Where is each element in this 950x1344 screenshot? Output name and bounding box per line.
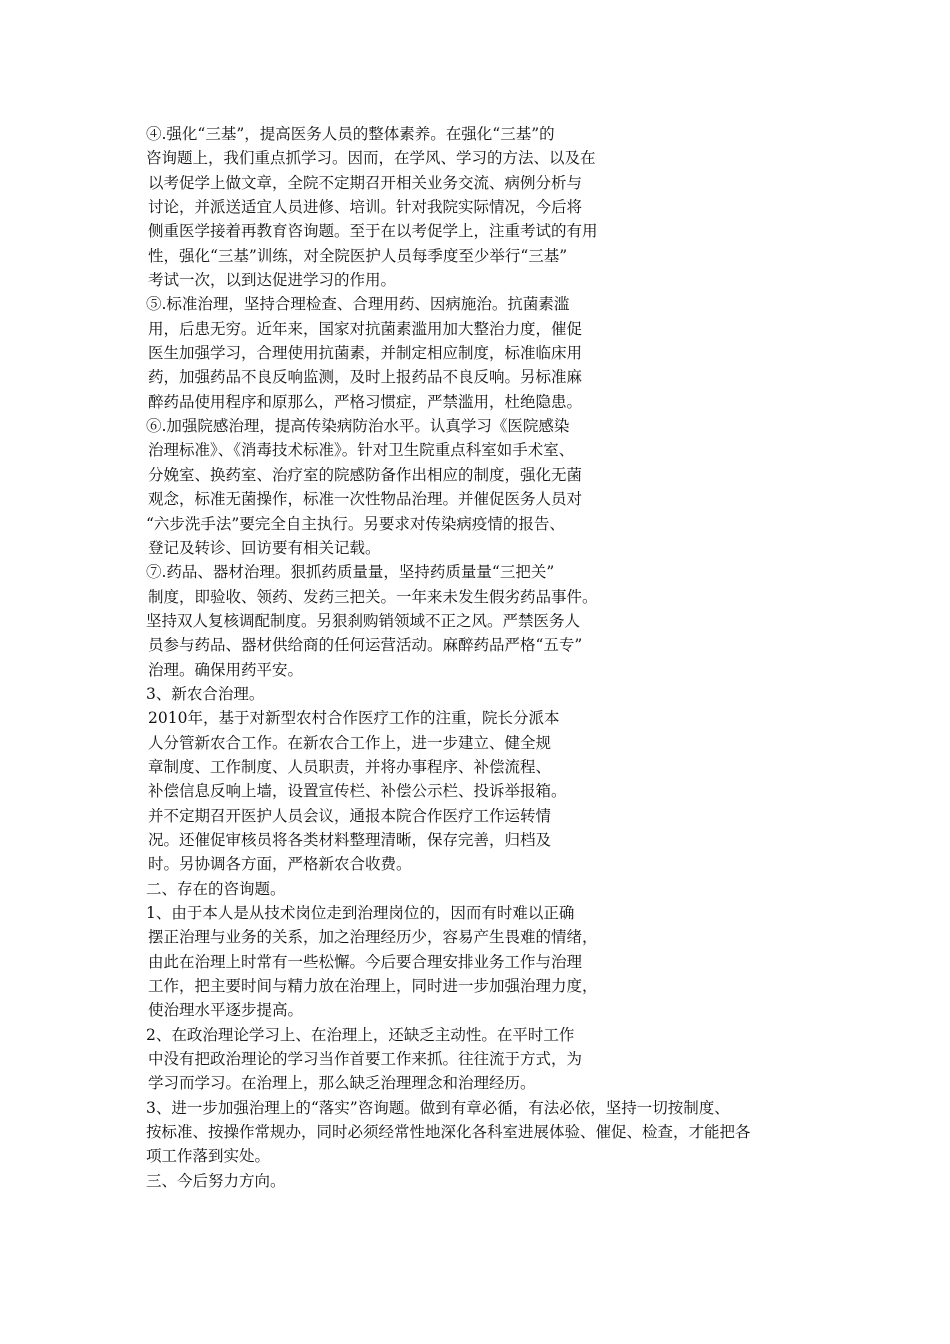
text-line: 醉药品使用程序和原那么，严格习惯症，严禁滥用，杜绝隐患。 [148,392,583,411]
text-line: 员参与药品、器材供给商的任何运营活动。麻醉药品严格“五专” [148,636,583,655]
text-line: 摆正治理与业务的关系，加之治理经历少，容易产生畏难的情绪， [148,928,598,947]
text-line: 工作，把主要时间与精力放在治理上，同时进一步加强治理力度， [148,977,598,996]
text-line: 制度，即验收、领药、发药三把关。一年来未发生假劣药品事件。 [148,587,598,606]
text-line: ⑦.药品、器材治理。狠抓药质量量，坚持药质量量“三把关” [146,563,555,582]
text-line: 1、由于本人是从技术岗位走到治理岗位的，因而有时难以正确 [146,904,575,922]
text-line: 由此在治理上时常有一些松懈。今后要合理安排业务工作与治理 [148,952,583,971]
document-body [146,122,826,1193]
text-line: 3、新农合治理。 [146,684,265,703]
text-line: 补偿信息反响上墙，设置宣传栏、补偿公示栏、投诉举报箱。 [148,782,567,801]
text-line: 坚持双人复核调配制度。另狠刹购销领域不正之风。严禁医务人 [146,611,581,630]
text-line: 考试一次，以到达促进学习的作用。 [148,271,397,290]
text-line: 2、在政治理论学习上、在治理上，还缺乏主动性。在平时工作 [146,1025,575,1044]
text-line: 二、存在的咨询题。 [146,879,286,898]
text-line: 药，加强药品不良反响监测，及时上报药品不良反响。另标准麻 [148,368,583,387]
text-line: 治理。确保用药平安。 [148,660,304,679]
text-line: ④.强化“三基”，提高医务人员的整体素养。在强化“三基”的 [146,125,555,143]
text-line: 性，强化“三基”训练，对全院医护人员每季度至少举行“三基” [148,246,568,265]
text-line: 项工作落到实处。 [146,1147,271,1166]
text-line: “六步洗手法”要完全自主执行。另要求对传染病疫情的报告、 [146,514,565,533]
text-line: 治理标准》、《消毒技术标准》。针对卫生院重点科室如手术室、 [148,441,575,460]
text-line: 咨询题上，我们重点抓学习。因而，在学风、学习的方法、以及在 [146,149,596,168]
text-line: 以考促学上做文章，全院不定期召开相关业务交流、病例分析与 [148,173,583,192]
text-line: 按标准、按操作常规办，同时必须经常性地深化各科室进展体验、催促、检查，才能把各 [146,1123,751,1142]
text-line: 况。还催促审核员将各类材料整理清晰，保存完善，归档及 [148,830,552,849]
text-line: 医生加强学习，合理使用抗菌素，并制定相应制度，标准临床用 [148,344,583,363]
text-line: 登记及转诊、回访要有相关记载。 [148,538,381,557]
text-line: 2010年，基于对新型农村合作医疗工作的注重，院长分派本 [148,709,560,728]
text-line: 时。另协调各方面，严格新农合收费。 [148,855,412,874]
text-line: 中没有把政治理论的学习当作首要工作来抓。往往流于方式，为 [148,1050,583,1069]
text-line: 观念，标准无菌操作，标准一次性物品治理。并催促医务人员对 [148,490,583,509]
text-line: 侧重医学接着再教育咨询题。至于在以考促学上，注重考试的有用 [148,222,598,241]
text-line: 并不定期召开医护人员会议，通报本院合作医疗工作运转情 [148,806,552,825]
text-line: ⑤.标准治理，坚持合理检查、合理用药、因病施治。抗菌素滥 [146,295,570,314]
text-line: 学习而学习。在治理上，那么缺乏治理理念和治理经历。 [148,1074,536,1093]
text-line: 分娩室、换药室、治疗室的院感防备作出相应的制度，强化无菌 [148,465,583,484]
text-line: 三、今后努力方向。 [146,1171,286,1190]
text-line: 讨论，并派送适宜人员进修、培训。针对我院实际情况，今后将 [148,198,583,217]
text-line: 章制度、工作制度、人员职责，并将办事程序、补偿流程、 [148,757,552,776]
text-line: 使治理水平逐步提高。 [148,1001,304,1020]
text-line: 用，后患无穷。近年来，国家对抗菌素滥用加大整治力度，催促 [148,319,583,338]
text-line: ⑥.加强院感治理，提高传染病防治水平。认真学习《医院感染 [146,417,570,436]
text-line: 人分管新农合工作。在新农合工作上，进一步建立、健全规 [148,733,552,752]
text-line: 3、进一步加强治理上的“落实”咨询题。做到有章必循，有法必依，坚持一切按制度、 [146,1098,730,1117]
